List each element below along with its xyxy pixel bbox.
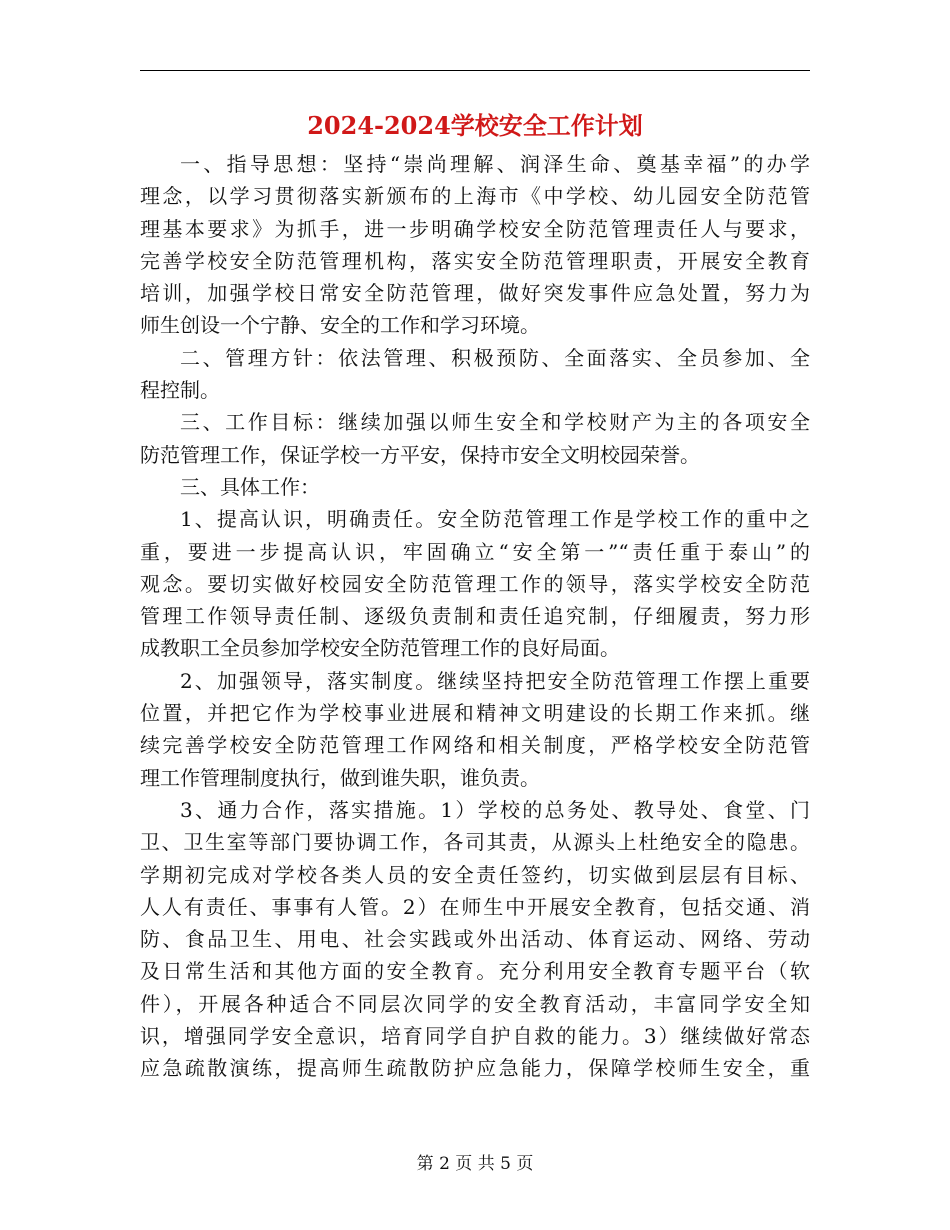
text-line: 位置，并把它作为学校事业进展和精神文明建设的长期工作来抓。继 (140, 701, 810, 726)
text-line: 续完善学校安全防范管理工作网络和相关制度，严格学校安全防范管 (140, 733, 810, 758)
text-line: 重，要进一步提高认识，牢固确立“安全第一”“责任重于泰山”的 (140, 539, 810, 564)
text-line: 学期初完成对学校各类人员的安全责任签约，切实做到层层有目标、 (140, 862, 810, 887)
text-line: 件），开展各种适合不同层次同学的安全教育活动，丰富同学安全知 (140, 991, 810, 1016)
text-line: 成教职工全员参加学校安全防范管理工作的良好局面。 (140, 636, 620, 661)
text-line: 理基本要求》为抓手，进一步明确学校安全防范管理责任人与要求， (140, 216, 810, 241)
header-rule (140, 70, 810, 71)
page-footer: 第 2 页 共 5 页 (416, 1154, 534, 1174)
text-line: 理念，以学习贯彻落实新颁布的上海市《中学校、幼儿园安全防范管 (140, 184, 810, 209)
document-body (140, 148, 810, 1085)
text-line: 三、具体工作： (180, 474, 320, 499)
text-line: 2、加强领导，落实制度。继续坚持把安全防范管理工作摆上重要 (180, 668, 810, 693)
text-line: 管理工作领导责任制、逐级负责制和责任追究制，仔细履责，努力形 (140, 604, 810, 629)
text-line: 一、指导思想：坚持“崇尚理解、润泽生命、奠基幸福”的办学 (180, 152, 810, 176)
text-line: 完善学校安全防范管理机构，落实安全防范管理职责，开展安全教育 (140, 248, 810, 273)
text-line: 识，增强同学安全意识，培育同学自护自救的能力。3）继续做好常态 (140, 1024, 810, 1049)
text-line: 3、通力合作，落实措施。1）学校的总务处、教导处、食堂、门 (180, 797, 810, 822)
text-line: 及日常生活和其他方面的安全教育。充分利用安全教育专题平台（软 (140, 959, 810, 984)
text-line: 师生创设一个宁静、安全的工作和学习环境。 (140, 313, 540, 338)
text-line: 人人有责任、事事有人管。2）在师生中开展安全教育，包括交通、消 (140, 894, 810, 919)
text-line: 卫、卫生室等部门要协调工作，各司其责，从源头上杜绝安全的隐患。 (140, 830, 810, 855)
text-line: 程控制。 (140, 378, 220, 403)
text-line: 应急疏散演练，提高师生疏散防护应急能力，保障学校师生安全，重 (140, 1056, 810, 1081)
text-line: 培训，加强学校日常安全防范管理，做好突发事件应急处置，努力为 (140, 281, 810, 306)
text-line: 1、提高认识，明确责任。安全防范管理工作是学校工作的重中之 (180, 507, 810, 532)
text-line: 二、管理方针：依法管理、积极预防、全面落实、全员参加、全 (180, 345, 810, 370)
text-line: 理工作管理制度执行，做到谁失职，谁负责。 (140, 765, 540, 790)
document-title: 2024-2024学校安全工作计划 (307, 111, 643, 140)
text-line: 防、食品卫生、用电、社会实践或外出活动、体育运动、网络、劳动 (140, 927, 810, 952)
text-line: 防范管理工作，保证学校一方平安，保持市安全文明校园荣誉。 (140, 442, 700, 467)
text-line: 三、工作目标：继续加强以师生安全和学校财产为主的各项安全 (180, 410, 810, 435)
text-line: 观念。要切实做好校园安全防范管理工作的领导，落实学校安全防范 (140, 571, 810, 596)
